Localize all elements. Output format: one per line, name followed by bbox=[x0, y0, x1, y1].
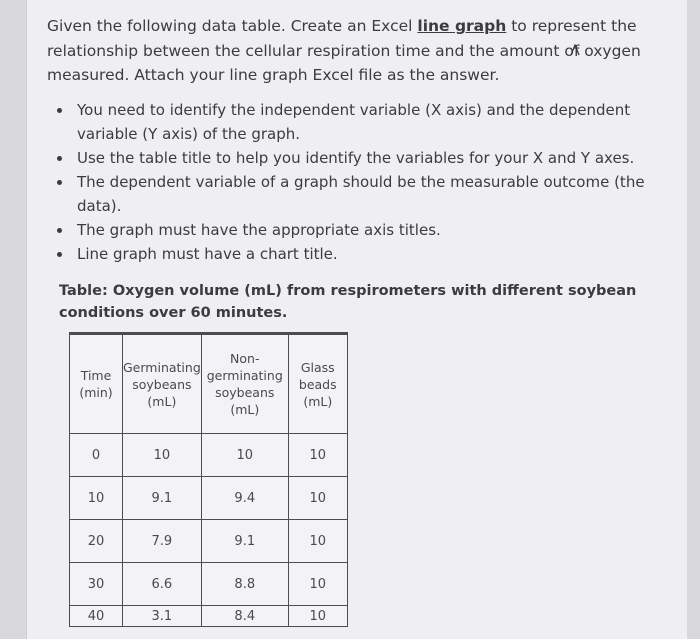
table-cell: 10 bbox=[288, 563, 347, 606]
column-header-non-germinating: Non- germinating soybeans (mL) bbox=[201, 334, 288, 434]
intro-text-before: Given the following data table. Create an Excel bbox=[47, 17, 418, 35]
instruction-item: Use the table title to help you identify the variables for your X and Y axes. bbox=[69, 146, 659, 170]
table-cell: 7.9 bbox=[123, 520, 202, 563]
column-header-germinating: Germinating soybeans (mL) bbox=[123, 334, 202, 434]
instruction-item: The dependent variable of a graph should be the measurable outcome (the data). bbox=[69, 170, 659, 218]
table-cell: 9.1 bbox=[201, 520, 288, 563]
table-row bbox=[70, 563, 348, 606]
instruction-item: The graph must have the appropriate axis titles. bbox=[69, 218, 659, 242]
table-cell: 10 bbox=[201, 434, 288, 477]
question-card bbox=[26, 0, 687, 639]
table-cell: 9.1 bbox=[123, 477, 202, 520]
instruction-list bbox=[69, 98, 659, 266]
table-cell: 30 bbox=[70, 563, 123, 606]
table-cell: 10 bbox=[288, 434, 347, 477]
table-cell: 10 bbox=[288, 477, 347, 520]
table-cell: 9.4 bbox=[201, 477, 288, 520]
question-intro bbox=[47, 14, 659, 88]
table-row bbox=[70, 520, 348, 563]
table-cell: 3.1 bbox=[123, 606, 202, 627]
instruction-item: Line graph must have a chart title. bbox=[69, 242, 659, 266]
table-caption: Table: Oxygen volume (mL) from respirometers with different soybean conditions over 60 minutes. bbox=[59, 283, 637, 321]
table-cell: 0 bbox=[70, 434, 123, 477]
line-graph-link[interactable]: line graph bbox=[417, 17, 507, 35]
table-cell: 8.8 bbox=[201, 563, 288, 606]
oxygen-volume-table bbox=[69, 332, 348, 627]
table-row bbox=[70, 434, 348, 477]
column-header-time: Time (min) bbox=[70, 334, 123, 434]
table-row bbox=[70, 477, 348, 520]
intro-text-after: to represent the relationship between the cellular respiration time and the amount of oxygen measured. Attach your line graph Excel file as the answer. bbox=[47, 17, 641, 84]
table-cell: 8.4 bbox=[201, 606, 288, 627]
table-cell: 10 bbox=[70, 477, 123, 520]
mouse-cursor-icon bbox=[570, 44, 580, 56]
table-cell: 40 bbox=[70, 606, 123, 627]
table-cell: 10 bbox=[288, 606, 347, 627]
instruction-item: You need to identify the independent variable (X axis) and the dependent variable (Y axis) of the graph. bbox=[69, 98, 659, 146]
table-cell: 6.6 bbox=[123, 563, 202, 606]
table-cell: 10 bbox=[288, 520, 347, 563]
table-row bbox=[70, 606, 348, 627]
table-cell: 20 bbox=[70, 520, 123, 563]
table-cell: 10 bbox=[123, 434, 202, 477]
column-header-glass-beads: Glass beads (mL) bbox=[288, 334, 347, 434]
